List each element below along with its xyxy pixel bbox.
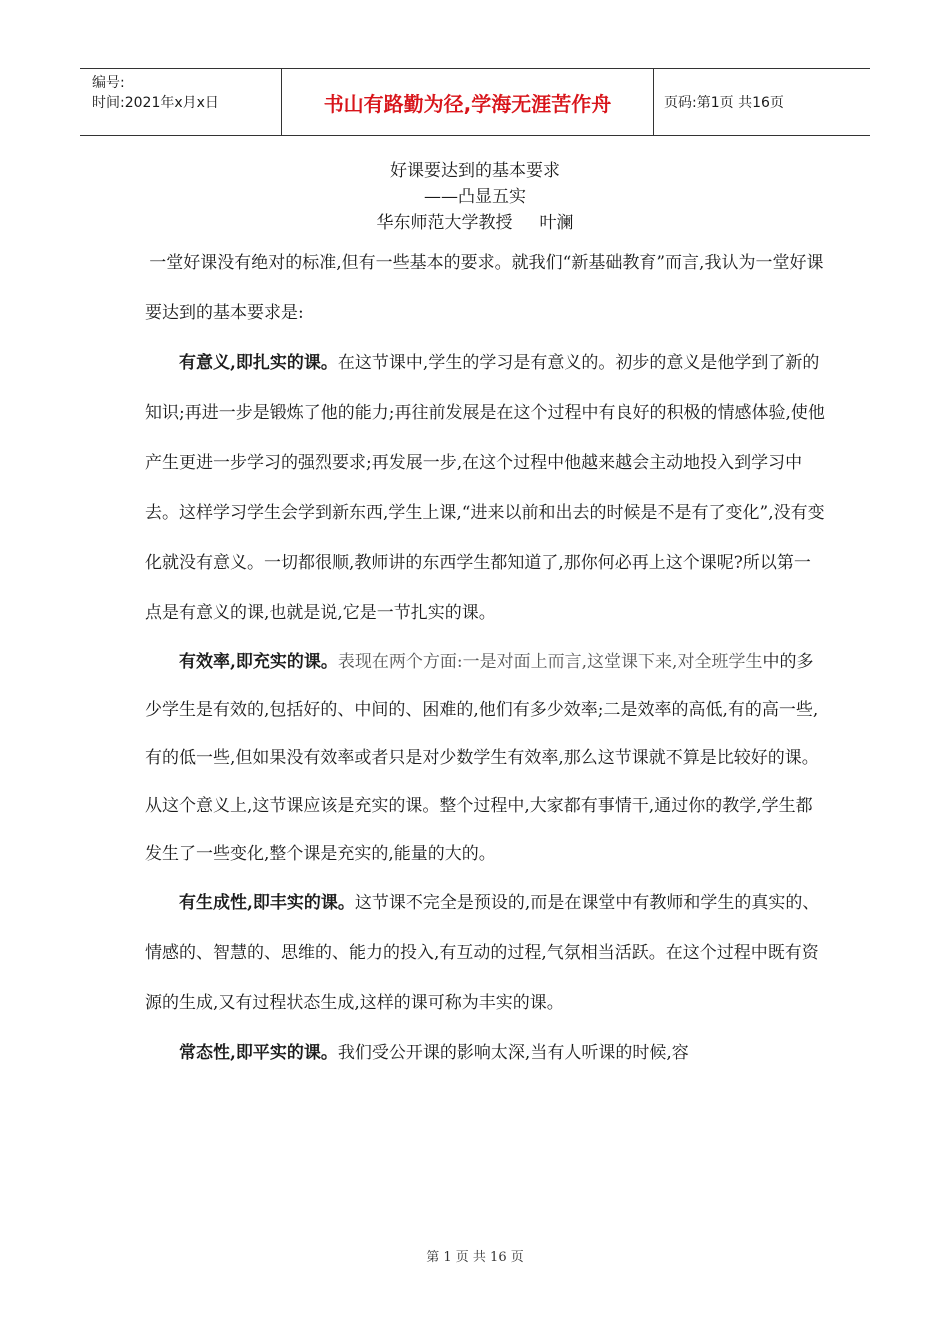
section-text: 这节课不完全是预设的,而是在课堂中有教师和学生的真实的、情感的、智慧的、思维的、能力的投入,有互动的过程,气氛相当活跃。在这个过程中既有资源的生成,又有过程状态生成,这样的课可称为丰实的课。: [145, 893, 820, 1013]
section-paragraph: [145, 638, 825, 878]
section-text-light: 表现在两个方面:一是对面上而言,这堂课下来,对全班学生: [337, 652, 763, 672]
section-lead: 有意义,即扎实的课。: [179, 353, 338, 373]
section-lead: 常态性,即平实的课。: [179, 1043, 338, 1063]
section-paragraph: [145, 338, 825, 638]
document-time-label: 时间:2021年x月x日: [92, 95, 219, 111]
page-footer: 第 1 页 共 16 页: [426, 1250, 524, 1265]
section-paragraph: [145, 1028, 825, 1078]
section-text: 在这节课中,学生的学习是有意义的。初步的意义是他学到了新的知识;再进一步是锻炼了他的能力;再往前发展是在这个过程中有良好的积极的情感体验,使他产生更进一步学习的强烈要求;再发展一步,在这个过程中他越来越会主动地投入到学习中去。这样学习学生会学到新东西,学生上课,“进来以前和出去的时候是不是有了变化”,没有变化就没有意义。一切都很顺,教师讲的东西学生都知道了,那你何必再上这个课呢?所以第一点是有意义的课,也就是说,它是一节扎实的课。: [145, 353, 825, 623]
section-lead: 有生成性,即丰实的课。: [179, 893, 355, 913]
section-text: 中的多少学生是有效的,包括好的、中间的、困难的,他们有多少效率;二是效率的高低,有的高一些,有的低一些,但如果没有效率或者只是对少数学生有效率,那么这节课就不算是比较好的课。从这个意义上,这节课应该是充实的课。整个过程中,大家都有事情干,通过你的教学,学生都发生了一些变化,整个课是充实的,能量的大的。: [145, 652, 819, 864]
intro-paragraph: 一堂好课没有绝对的标准,但有一些基本的要求。就我们“新基础教育”而言,我认为一堂好课要达到的基本要求是:: [145, 253, 824, 323]
document-body: [145, 238, 825, 1078]
section-paragraph: [145, 878, 825, 1028]
header-meta: [80, 69, 281, 135]
document-number-label: 编号:: [92, 75, 125, 91]
header-page-number: 页码:第1页 共16页: [664, 95, 784, 111]
section-text: 我们受公开课的影响太深,当有人听课的时候,容: [337, 1043, 689, 1063]
title-block: [0, 158, 950, 236]
document-author: 华东师范大学教授 叶澜: [376, 213, 574, 233]
document-subtitle: ——凸显五实: [424, 187, 526, 207]
section-lead: 有效率,即充实的课。: [179, 652, 338, 672]
document-title: 好课要达到的基本要求: [390, 161, 560, 181]
page-header: [80, 68, 870, 136]
header-motto: 书山有路勤为径,学海无涯苦作舟: [281, 69, 654, 135]
